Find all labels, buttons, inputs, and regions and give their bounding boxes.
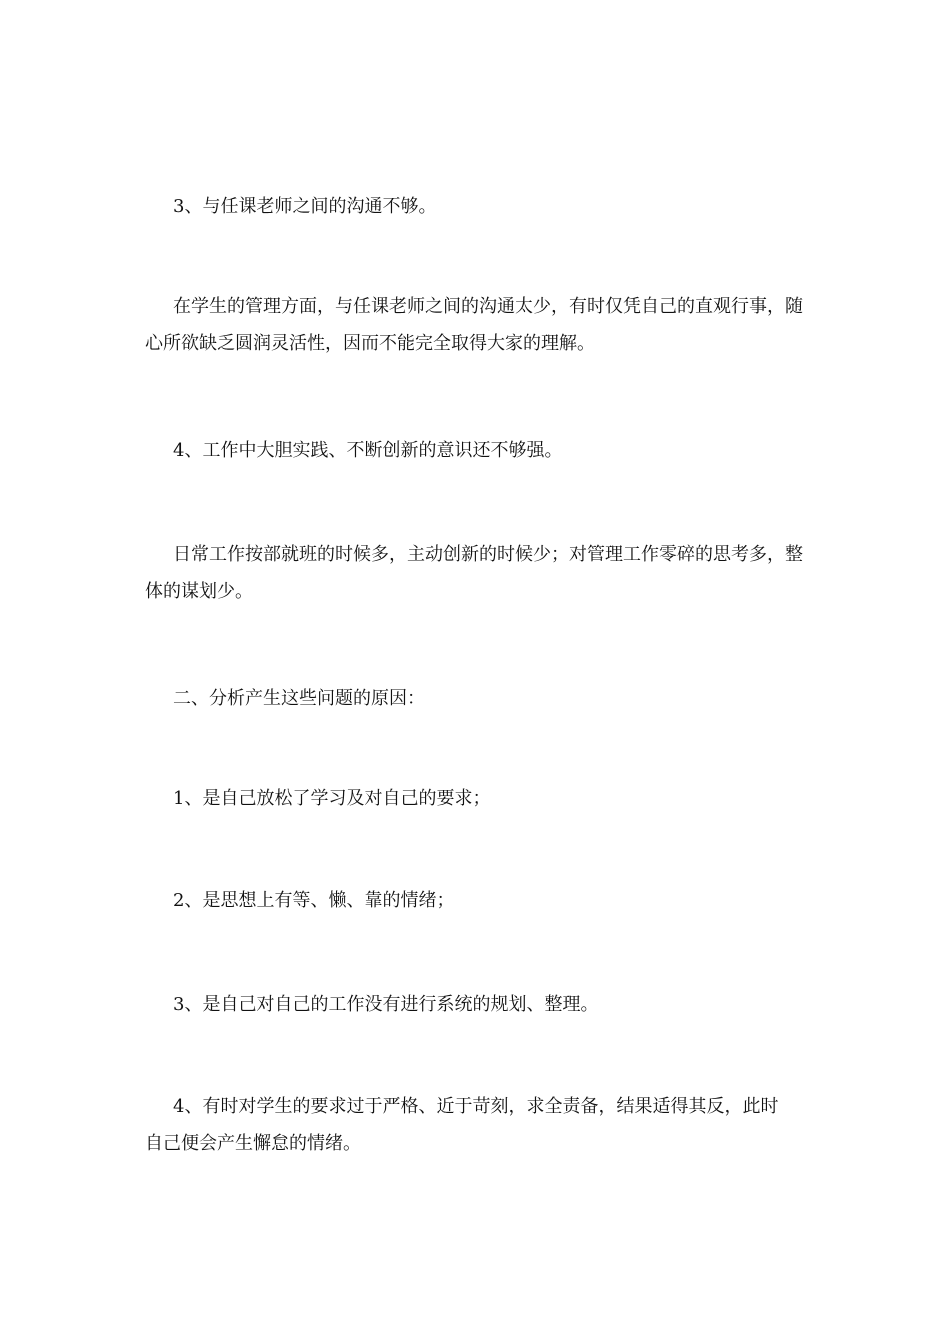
paragraph-communication-body: 在学生的管理方面，与任课老师之间的沟通太少，有时仅凭自己的直观行事，随心所欲缺乏圆润灵活性，因而不能完全取得大家的理解。 — [145, 296, 803, 354]
cause-item-3: 3、是自己对自己的工作没有进行系统的规划、整理。 — [173, 994, 599, 1015]
cause-item-2: 2、是思想上有等、懒、靠的情绪； — [173, 890, 455, 911]
cause-item-4: 4、有时对学生的要求过于严格、近于苛刻，求全责备，结果适得其反，此时自己便会产生懈怠的情绪。 — [145, 1096, 779, 1154]
paragraph-3-communication-heading: 3、与任课老师之间的沟通不够。 — [173, 196, 437, 217]
cause-item-1: 1、是自己放松了学习及对自己的要求； — [173, 788, 491, 809]
paragraph-innovation-body: 日常工作按部就班的时候多，主动创新的时候少；对管理工作零碎的思考多，整体的谋划少。 — [145, 544, 803, 602]
paragraph-4-innovation-heading: 4、工作中大胆实践、不断创新的意识还不够强。 — [173, 440, 563, 461]
section-heading-causes: 二、分析产生这些问题的原因： — [173, 688, 425, 709]
